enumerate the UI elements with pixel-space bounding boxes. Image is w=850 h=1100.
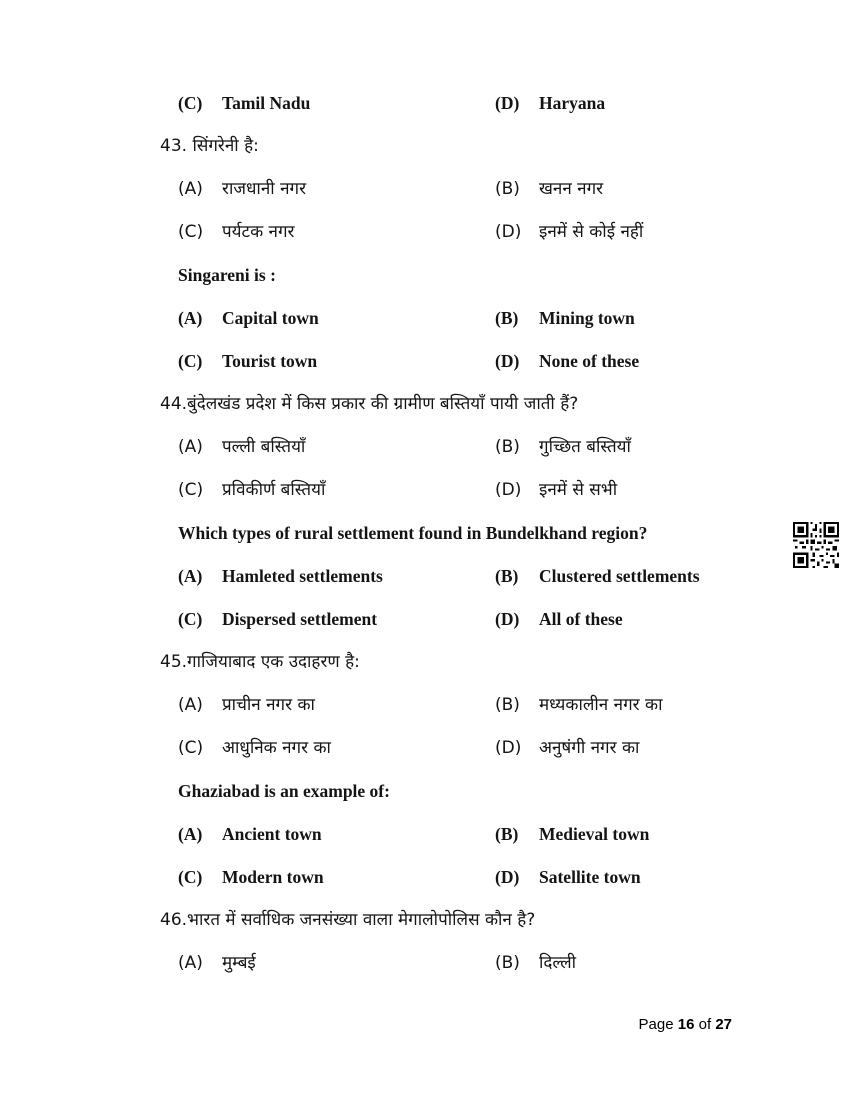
option-d xyxy=(495,609,790,630)
option-c xyxy=(178,222,495,243)
option-text: अनुषंगी नगर का xyxy=(539,738,640,758)
question-text-english: Ghaziabad is an example of: xyxy=(178,781,390,801)
question-heading: 45.गाजियाबाद एक उदाहरण है: xyxy=(160,652,360,672)
option-letter: (D) xyxy=(495,480,522,500)
option-text: Haryana xyxy=(539,93,606,113)
option-d xyxy=(495,93,790,114)
option-letter: (B) xyxy=(495,953,520,973)
option-b xyxy=(495,437,790,458)
option-row xyxy=(160,222,790,243)
option-text: Medieval town xyxy=(539,824,650,844)
option-text: गुच्छित बस्तियाँ xyxy=(539,437,631,457)
question-heading: 44.बुंदेलखंड प्रदेश में किस प्रकार की ग्रामीण बस्तियाँ पायी जाती हैं? xyxy=(160,394,579,414)
option-a xyxy=(178,566,495,587)
option-letter: (B) xyxy=(495,179,520,199)
option-text: Dispersed settlement xyxy=(222,609,378,629)
option-text: आधुनिक नगर का xyxy=(222,738,331,758)
option-row xyxy=(160,93,790,114)
option-letter: (A) xyxy=(178,437,203,457)
option-text: All of these xyxy=(539,609,623,629)
option-c xyxy=(178,351,495,372)
option-a xyxy=(178,179,495,200)
option-row xyxy=(160,480,790,501)
option-b xyxy=(495,179,790,200)
option-c xyxy=(178,738,495,759)
option-letter: (C) xyxy=(178,351,203,371)
option-letter: (A) xyxy=(178,179,203,199)
option-letter: (A) xyxy=(178,953,203,973)
qr-code xyxy=(793,522,839,568)
option-row xyxy=(160,609,790,630)
option-text: Tourist town xyxy=(222,351,318,371)
option-text: पर्यटक नगर xyxy=(222,222,295,242)
option-b xyxy=(495,953,790,974)
total-pages: 27 xyxy=(715,1016,732,1033)
option-letter: (C) xyxy=(178,609,203,629)
option-b xyxy=(495,824,790,845)
option-row xyxy=(160,738,790,759)
option-row xyxy=(160,867,790,888)
option-text: प्रविकीर्ण बस्तियाँ xyxy=(222,480,326,500)
option-d xyxy=(495,222,790,243)
option-a xyxy=(178,953,495,974)
option-letter: (C) xyxy=(178,222,204,242)
option-text: Modern town xyxy=(222,867,324,887)
option-text: None of these xyxy=(539,351,640,371)
option-text: Ancient town xyxy=(222,824,322,844)
question-heading: 43. सिंगरेनी है: xyxy=(160,136,259,156)
option-row xyxy=(160,437,790,458)
option-text: इनमें से सभी xyxy=(539,480,618,500)
option-letter: (B) xyxy=(495,824,519,844)
option-letter: (A) xyxy=(178,824,203,844)
page-label: Page xyxy=(638,1016,674,1033)
option-letter: (D) xyxy=(495,222,522,242)
option-text: राजधानी नगर xyxy=(222,179,307,199)
option-text: Clustered settlements xyxy=(539,566,700,586)
option-letter: (D) xyxy=(495,609,520,629)
option-text: Satellite town xyxy=(539,867,641,887)
option-letter: (D) xyxy=(495,351,520,371)
option-letter: (D) xyxy=(495,738,522,758)
option-c xyxy=(178,609,495,630)
option-letter: (A) xyxy=(178,566,203,586)
option-text: मुम्बई xyxy=(222,953,256,973)
option-text: दिल्ली xyxy=(539,953,577,973)
option-row xyxy=(160,566,790,587)
option-text: मध्यकालीन नगर का xyxy=(539,695,663,715)
option-row xyxy=(160,308,790,329)
option-c xyxy=(178,93,495,114)
page-number: 16 xyxy=(677,1016,695,1033)
option-b xyxy=(495,695,790,716)
option-d xyxy=(495,351,790,372)
option-text: इनमें से कोई नहीं xyxy=(539,222,644,242)
option-a xyxy=(178,695,495,716)
option-letter: (A) xyxy=(178,695,203,715)
option-letter: (A) xyxy=(178,308,203,328)
option-text: खनन नगर xyxy=(539,179,604,199)
option-letter: (B) xyxy=(495,437,520,457)
option-row xyxy=(160,179,790,200)
option-letter: (B) xyxy=(495,308,519,328)
option-row xyxy=(160,824,790,845)
qr-code-icon xyxy=(793,522,839,568)
of-label: of xyxy=(698,1016,712,1033)
option-letter: (D) xyxy=(495,867,520,887)
option-letter: (C) xyxy=(178,867,203,887)
page-footer xyxy=(639,1016,732,1033)
question-text-english: Which types of rural settlement found in Bundelkhand region? xyxy=(178,523,648,543)
option-a xyxy=(178,824,495,845)
option-c xyxy=(178,867,495,888)
option-c xyxy=(178,480,495,501)
option-a xyxy=(178,437,495,458)
question-text-english: Singareni is : xyxy=(178,265,276,285)
option-a xyxy=(178,308,495,329)
option-d xyxy=(495,738,790,759)
option-b xyxy=(495,566,790,587)
option-text: Mining town xyxy=(539,308,635,328)
option-row xyxy=(160,695,790,716)
option-letter: (C) xyxy=(178,480,204,500)
option-letter: (B) xyxy=(495,566,519,586)
option-d xyxy=(495,480,790,501)
option-letter: (B) xyxy=(495,695,520,715)
option-letter: (D) xyxy=(495,93,520,113)
option-text: Capital town xyxy=(222,308,319,328)
option-text: प्राचीन नगर का xyxy=(222,695,315,715)
option-row xyxy=(160,953,790,974)
option-d xyxy=(495,867,790,888)
option-text: पल्ली बस्तियाँ xyxy=(222,437,306,457)
option-row xyxy=(160,351,790,372)
question-heading: 46.भारत में सर्वाधिक जनसंख्या वाला मेगालोपोलिस कौन है? xyxy=(160,910,536,930)
option-text: Tamil Nadu xyxy=(222,93,311,113)
option-letter: (C) xyxy=(178,738,204,758)
option-letter: (C) xyxy=(178,93,203,113)
option-text: Hamleted settlements xyxy=(222,566,383,586)
option-b xyxy=(495,308,790,329)
